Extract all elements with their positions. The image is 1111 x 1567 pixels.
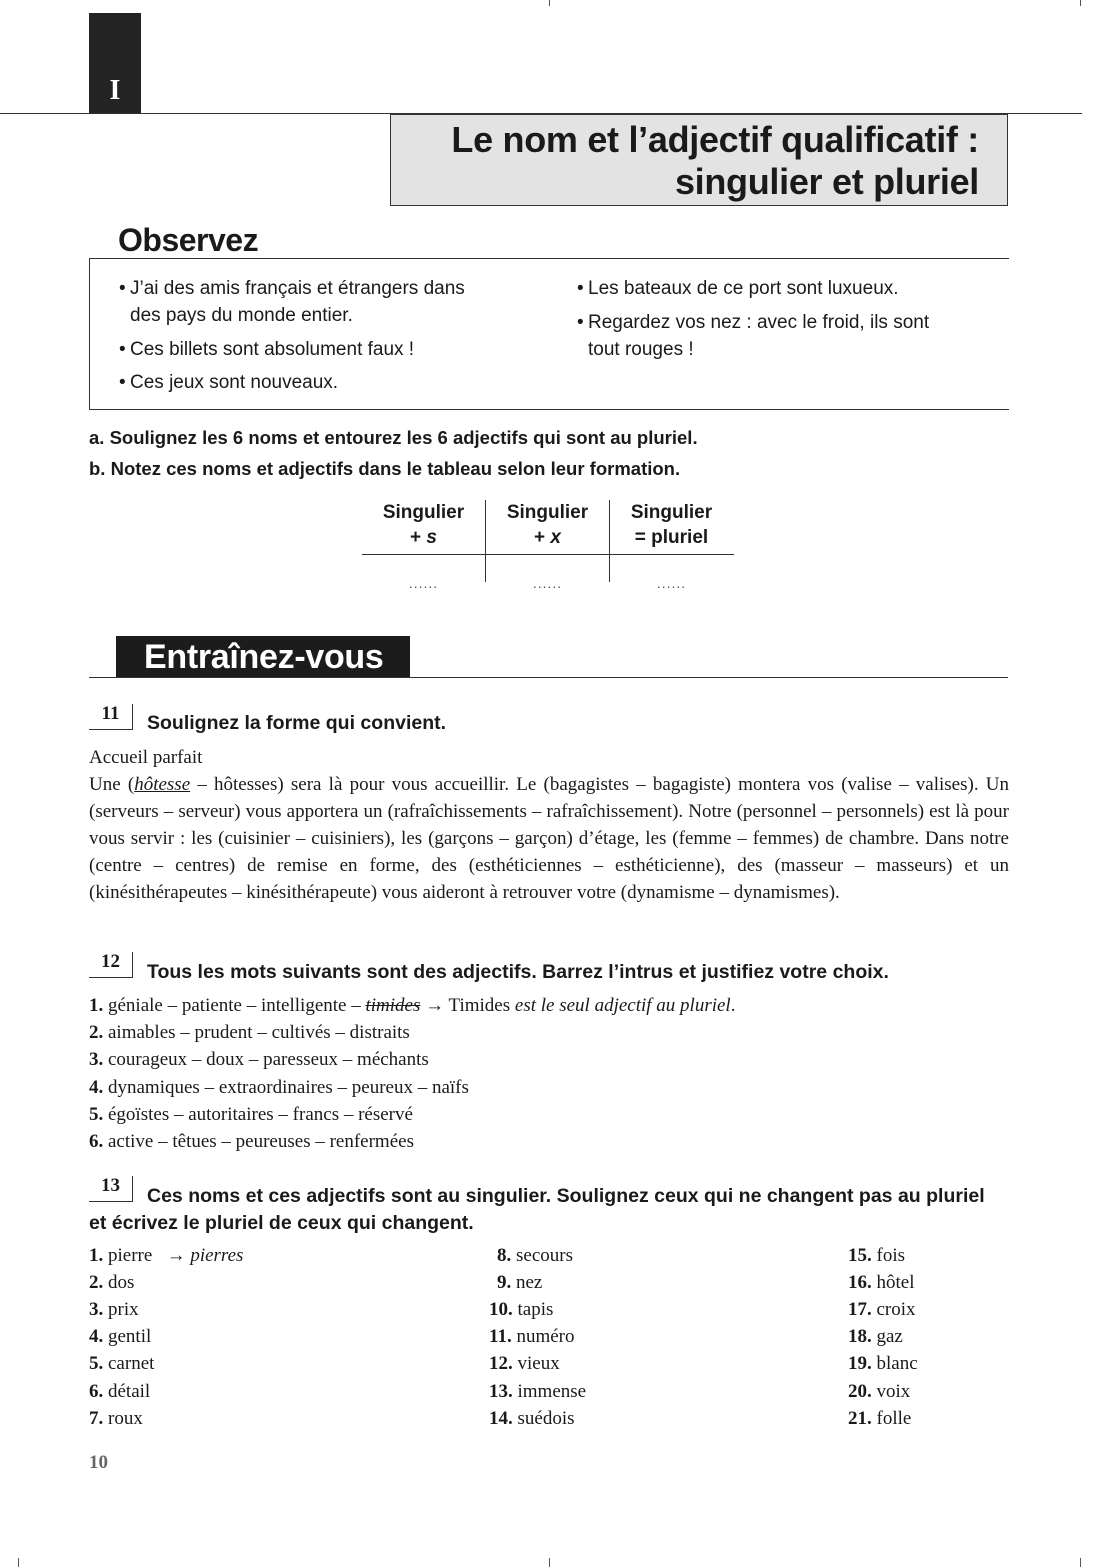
table-header-s-letter: s (426, 527, 437, 548)
table-header-s-prefix: + (410, 527, 427, 548)
instruction-a: a. Soulignez les 6 noms et entourez les 6 adjectifs qui sont au pluriel. (89, 427, 698, 448)
item-number: 6. (89, 1131, 104, 1152)
item-number: 18. (848, 1326, 872, 1347)
item-word: roux (108, 1408, 143, 1429)
table-header-s-line1: Singulier (382, 502, 465, 523)
table-header-x-line1: Singulier (506, 502, 589, 523)
item-number: 4. (89, 1077, 104, 1098)
item-word: gentil (108, 1326, 152, 1347)
item-word: nez (516, 1272, 543, 1293)
exercise-12-item-4 (89, 1077, 469, 1099)
observe-sentence-5-line2: tout rouges ! (588, 339, 694, 360)
exercise-13-item-3 (89, 1299, 139, 1321)
table-header-x-prefix: + (534, 527, 551, 548)
item-number: 7. (89, 1408, 104, 1429)
crop-mark-bottom-right (1080, 1558, 1081, 1567)
item-number: 21. (848, 1408, 872, 1429)
observe-sentence-2 (119, 336, 415, 363)
exercise-12-item-2 (89, 1022, 410, 1044)
exercise-12-item-3 (89, 1049, 429, 1071)
chapter-tab (89, 13, 141, 113)
page-number: 10 (89, 1452, 108, 1473)
item-number: 5. (89, 1104, 104, 1125)
exercise-13-item-9 (497, 1272, 542, 1294)
item-text: active – têtues – peureuses – renfermées (108, 1131, 414, 1152)
item-word: vieux (517, 1353, 560, 1374)
section-rule (89, 677, 1008, 678)
observez-box (89, 258, 1009, 410)
struck-word: timides (365, 995, 421, 1016)
arrow-icon: → (166, 1245, 186, 1266)
example-answer: Timides (448, 995, 515, 1016)
exercise-13-item-18 (848, 1326, 903, 1348)
exercise-13-item-16 (848, 1272, 915, 1294)
exercise-13-item-8 (497, 1245, 573, 1267)
table-header-same-prefix: = pluriel (634, 527, 709, 548)
item-word: hôtel (876, 1272, 915, 1293)
exercise-12-title: Tous les mots suivants sont des adjectifs. Barrez l’intrus et justifiez votre choix. (147, 961, 889, 983)
bullet-icon: • (577, 278, 584, 299)
title-box (390, 114, 1008, 206)
arrow-icon: → (420, 995, 449, 1016)
exercise-13-item-2 (89, 1272, 134, 1294)
exercise-13-title-line1: Ces noms et ces adjectifs sont au singulier. Soulignez ceux qui ne changent pas au pluriel (147, 1185, 985, 1207)
item-word: croix (876, 1299, 916, 1320)
item-word: immense (517, 1381, 587, 1402)
table-cell-same: ...... (656, 575, 687, 591)
exercise-13-item-12 (489, 1353, 560, 1375)
example-justification: est le seul adjectif au pluriel (514, 995, 731, 1016)
bullet-icon: • (119, 278, 126, 299)
paragraph-start: Une ( (89, 774, 135, 795)
item-number: 2. (89, 1022, 104, 1043)
item-number: 4. (89, 1326, 104, 1347)
table-col-divider-2 (609, 500, 610, 582)
observe-sentence-1-line1: J’ai des amis français et étrangers dans (130, 278, 465, 299)
item-number: 16. (848, 1272, 872, 1293)
table-cell-x: ...... (532, 575, 563, 591)
exercise-13-item-11 (489, 1326, 575, 1348)
bullet-icon: • (119, 372, 126, 393)
exercise-13-item-14 (489, 1408, 575, 1430)
table-header-x-letter: x (550, 527, 561, 548)
item-word: suédois (517, 1408, 575, 1429)
exercise-13-number: 13 (89, 1176, 133, 1202)
example-end: . (730, 995, 736, 1016)
table-header-same-line1: Singulier (630, 502, 713, 523)
paragraph-rest: – hôtesses) sera là pour vous accueillir. Le (bagagistes – bagagiste) montera vos (valise – valises). Un (serveurs – serveur) vous apportera un (rafraîchissements – rafraîchissement). Notre (personnel – personnels) est là pour vous servir : les (cuisinier – cuisiniers), les (garçons – garçon) d’étage, les (femme – femmes) de chambre. Dans notre (centre – centres) de remise en forme, des (esthéticiennes – esthéticienne), des (masseur – masseurs) et un (kinésithérapeutes – kinésithérapeute) vous aideront à retrouver votre (dynamisme – dynamismes). (89, 774, 1009, 903)
example-answer-underlined: hôtesse (134, 774, 191, 795)
item-word: pierre (108, 1245, 153, 1266)
exercise-13-item-5 (89, 1353, 154, 1375)
observe-sentence-4-line1: Les bateaux de ce port sont luxueux. (588, 278, 899, 299)
item-number: 11. (489, 1326, 512, 1347)
section-banner (116, 636, 410, 677)
exercise-13-item-6 (89, 1381, 150, 1403)
observe-sentence-1-line2: des pays du monde entier. (130, 305, 353, 326)
item-number: 14. (489, 1408, 513, 1429)
exercise-12-item-5 (89, 1104, 413, 1126)
observe-sentence-4 (577, 275, 899, 302)
observe-sentence-5 (577, 309, 930, 363)
crop-mark-top (549, 0, 550, 6)
exercise-13-item-21 (848, 1408, 911, 1430)
page-title-line1: Le nom et l’adjectif qualificatif : (451, 119, 979, 160)
item-word: prix (108, 1299, 139, 1320)
item-number: 2. (89, 1272, 104, 1293)
item-word: dos (108, 1272, 135, 1293)
table-header-x (486, 500, 609, 550)
table-cell-s: ...... (408, 575, 439, 591)
table-header-s (362, 500, 485, 550)
instruction-b: b. Notez ces noms et adjectifs dans le tableau selon leur formation. (89, 458, 681, 479)
item-number: 15. (848, 1245, 872, 1266)
item-number: 17. (848, 1299, 872, 1320)
crop-mark-bottom-left (18, 1558, 19, 1567)
bullet-icon: • (119, 339, 126, 360)
item-word: voix (876, 1381, 911, 1402)
item-word: numéro (516, 1326, 575, 1347)
observe-sentence-1 (119, 275, 465, 329)
crop-mark-top-right (1080, 0, 1081, 6)
exercise-12-item-6 (89, 1131, 414, 1153)
observe-sentence-5-line1: Regardez vos nez : avec le froid, ils sont (588, 312, 930, 333)
exercise-13-item-15 (848, 1245, 905, 1267)
item-text: courageux – doux – paresseux – méchants (108, 1049, 429, 1070)
item-number: 3. (89, 1299, 104, 1320)
observe-sentence-2-line1: Ces billets sont absolument faux ! (130, 339, 415, 360)
item-number: 1. (89, 995, 104, 1016)
exercise-13-item-13 (489, 1381, 586, 1403)
exercise-11-paragraph (89, 771, 1009, 906)
observez-heading: Observez (118, 222, 259, 258)
item-word: carnet (108, 1353, 155, 1374)
item-number: 8. (497, 1245, 512, 1266)
item-word: folle (876, 1408, 912, 1429)
exercise-11-number: 11 (89, 704, 133, 730)
observe-sentence-3-line1: Ces jeux sont nouveaux. (130, 372, 339, 393)
item-number: 12. (489, 1353, 513, 1374)
item-number: 6. (89, 1381, 104, 1402)
item-number: 3. (89, 1049, 104, 1070)
page-title-line2: singulier et pluriel (674, 161, 979, 202)
exercise-13-item-19 (848, 1353, 918, 1375)
item-word: gaz (876, 1326, 903, 1347)
item-text: dynamiques – extraordinaires – peureux – naïfs (108, 1077, 469, 1098)
item-text: égoïstes – autoritaires – francs – réservé (108, 1104, 413, 1125)
exercise-13-item-4 (89, 1326, 151, 1348)
exercise-13-item-20 (848, 1381, 910, 1403)
item-number: 5. (89, 1353, 104, 1374)
item-number: 19. (848, 1353, 872, 1374)
crop-mark-bottom (549, 1558, 550, 1567)
item-number: 13. (489, 1381, 513, 1402)
item-number: 1. (89, 1245, 104, 1266)
example-answer: pierres (190, 1245, 244, 1266)
exercise-13-title-line2: et écrivez le pluriel de ceux qui changent. (89, 1212, 474, 1234)
exercise-13-item-7 (89, 1408, 143, 1430)
table-col-divider-1 (485, 500, 486, 582)
chapter-number: I (109, 75, 121, 106)
exercise-11-subtitle: Accueil parfait (89, 747, 203, 768)
table-header-same (610, 500, 733, 550)
table-header-rule (362, 554, 734, 555)
item-number: 9. (497, 1272, 512, 1293)
item-word: détail (108, 1381, 151, 1402)
bullet-icon: • (577, 312, 584, 333)
exercise-12-number: 12 (89, 952, 133, 978)
exercise-12-item-1 (89, 995, 735, 1017)
item-text: aimables – prudent – cultivés – distraits (108, 1022, 410, 1043)
item-word: blanc (876, 1353, 918, 1374)
section-title: Entraînez-vous (144, 638, 384, 676)
exercise-11-title: Soulignez la forme qui convient. (147, 712, 447, 734)
observe-sentence-3 (119, 369, 339, 396)
item-word: tapis (517, 1299, 554, 1320)
item-word: fois (876, 1245, 905, 1266)
exercise-13-item-10 (489, 1299, 553, 1321)
item-number: 20. (848, 1381, 872, 1402)
exercise-11-text (89, 744, 1009, 906)
item-text: géniale – patiente – intelligente – (103, 995, 366, 1016)
exercise-13-item-17 (848, 1299, 916, 1321)
item-number: 10. (489, 1299, 513, 1320)
exercise-13-item-1 (89, 1245, 243, 1267)
item-word: secours (516, 1245, 573, 1266)
